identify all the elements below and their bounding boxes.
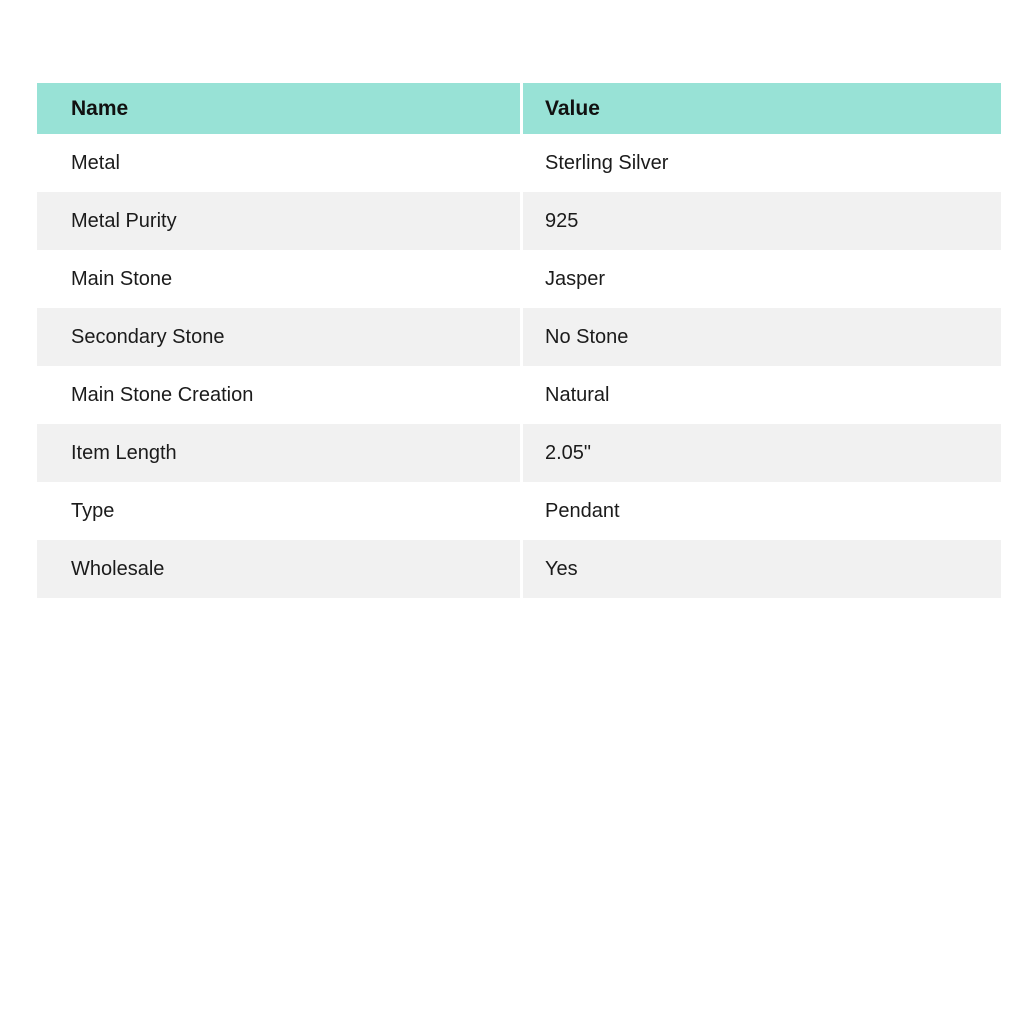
table-body	[37, 134, 1001, 598]
table-row	[37, 366, 1001, 424]
attribute-name-cell: Main Stone Creation	[37, 366, 520, 424]
attribute-name-cell: Metal Purity	[37, 192, 520, 250]
attribute-value-cell: No Stone	[523, 308, 1001, 366]
table-row	[37, 134, 1001, 192]
attribute-name-cell: Wholesale	[37, 540, 520, 598]
table-row	[37, 540, 1001, 598]
table-row	[37, 482, 1001, 540]
table-row	[37, 424, 1001, 482]
attribute-name-cell: Item Length	[37, 424, 520, 482]
column-header-name: Name	[37, 83, 520, 134]
column-header-value: Value	[523, 83, 1001, 134]
table-row	[37, 250, 1001, 308]
table-header-row	[37, 83, 1001, 134]
attribute-value-cell: 2.05"	[523, 424, 1001, 482]
attribute-name-cell: Metal	[37, 134, 520, 192]
attributes-table	[37, 83, 1001, 598]
attribute-name-cell: Type	[37, 482, 520, 540]
attribute-value-cell: Natural	[523, 366, 1001, 424]
table-row	[37, 192, 1001, 250]
attribute-value-cell: 925	[523, 192, 1001, 250]
attribute-value-cell: Yes	[523, 540, 1001, 598]
attribute-name-cell: Secondary Stone	[37, 308, 520, 366]
attribute-value-cell: Sterling Silver	[523, 134, 1001, 192]
table-row	[37, 308, 1001, 366]
attribute-value-cell: Pendant	[523, 482, 1001, 540]
attribute-name-cell: Main Stone	[37, 250, 520, 308]
attribute-value-cell: Jasper	[523, 250, 1001, 308]
